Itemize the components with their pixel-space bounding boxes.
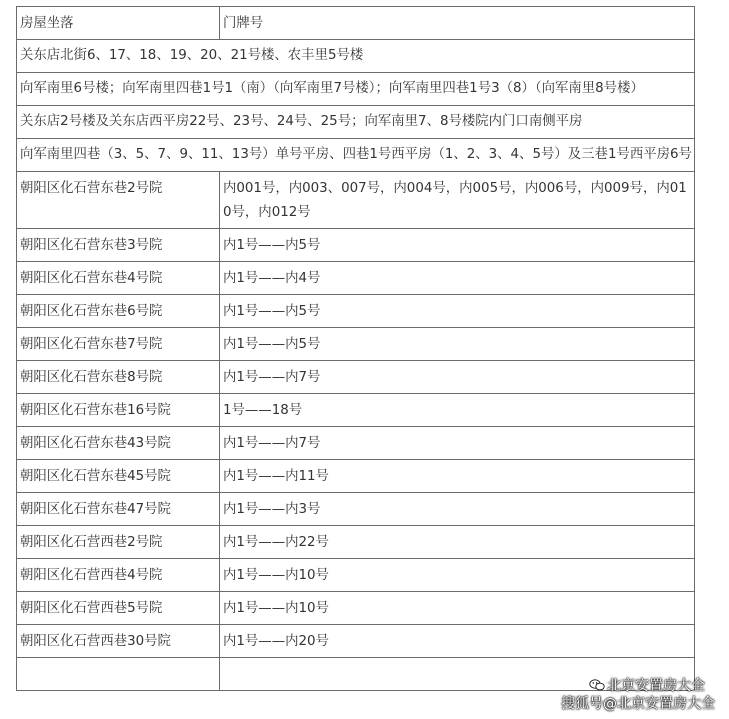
table-row	[17, 526, 695, 559]
merged-location-cell: 关东店北街6、17、18、19、20、21号楼、农丰里5号楼	[17, 40, 695, 73]
table-row	[17, 229, 695, 262]
table-row	[17, 106, 695, 139]
housing-table-container	[16, 6, 694, 691]
table-row	[17, 361, 695, 394]
number-cell: 内1号——内7号	[220, 427, 695, 460]
watermark-line1	[561, 677, 705, 695]
number-cell: 内1号——内5号	[220, 295, 695, 328]
number-cell: 内1号——内5号	[220, 328, 695, 361]
table-row	[17, 427, 695, 460]
table-row	[17, 559, 695, 592]
location-cell: 朝阳区化石营西巷30号院	[17, 625, 220, 658]
number-cell: 内1号——内4号	[220, 262, 695, 295]
table-row	[17, 139, 695, 172]
watermark	[561, 677, 715, 713]
number-cell: 内1号——内22号	[220, 526, 695, 559]
number-cell: 内001号，内003、007号，内004号，内005号，内006号，内009号，内010号，内012号	[220, 172, 695, 229]
table-row	[17, 295, 695, 328]
location-cell: 朝阳区化石营东巷6号院	[17, 295, 220, 328]
location-cell: 朝阳区化石营东巷4号院	[17, 262, 220, 295]
table-row	[17, 262, 695, 295]
number-cell: 内1号——内20号	[220, 625, 695, 658]
table-row	[17, 460, 695, 493]
merged-location-cell: 向军南里6号楼；向军南里四巷1号1（南）（向军南里7号楼）；向军南里四巷1号3（8）（向军南里8号楼）	[17, 73, 695, 106]
location-cell: 朝阳区化石营东巷2号院	[17, 172, 220, 229]
table-row	[17, 328, 695, 361]
location-cell: 朝阳区化石营东巷7号院	[17, 328, 220, 361]
wechat-icon	[589, 679, 605, 691]
watermark-line1-text: 北京安置房大全	[607, 678, 705, 694]
location-cell: 朝阳区化石营西巷4号院	[17, 559, 220, 592]
location-cell: 朝阳区化石营西巷2号院	[17, 526, 220, 559]
location-cell: 朝阳区化石营东巷8号院	[17, 361, 220, 394]
number-cell: 内1号——内7号	[220, 361, 695, 394]
number-cell: 内1号——内10号	[220, 559, 695, 592]
table-row	[17, 493, 695, 526]
table-row	[17, 73, 695, 106]
number-cell: 内1号——内5号	[220, 229, 695, 262]
merged-location-cell: 向军南里四巷（3、5、7、9、11、13号）单号平房、四巷1号西平房（1、2、3、4、5号）及三巷1号西平房6号	[17, 139, 695, 172]
housing-address-table	[16, 6, 695, 691]
number-cell: 内1号——内10号	[220, 592, 695, 625]
table-header-row	[17, 7, 695, 40]
number-cell: 内1号——内3号	[220, 493, 695, 526]
header-number: 门牌号	[220, 7, 695, 40]
location-cell: 朝阳区化石营东巷47号院	[17, 493, 220, 526]
number-cell: 内1号——内11号	[220, 460, 695, 493]
location-cell: 朝阳区化石营东巷43号院	[17, 427, 220, 460]
location-cell: 朝阳区化石营东巷16号院	[17, 394, 220, 427]
header-location: 房屋坐落	[17, 7, 220, 40]
table-row	[17, 625, 695, 658]
location-cell: 朝阳区化石营东巷3号院	[17, 229, 220, 262]
number-cell: 1号——18号	[220, 394, 695, 427]
table-row	[17, 40, 695, 73]
table-row	[17, 394, 695, 427]
watermark-line2: 搜狐号@北京安置房大全	[561, 696, 715, 712]
table-row	[17, 592, 695, 625]
table-row	[17, 172, 695, 229]
location-cell: 朝阳区化石营西巷5号院	[17, 592, 220, 625]
merged-location-cell: 关东店2号楼及关东店西平房22号、23号、24号、25号；向军南里7、8号楼院内门口南侧平房	[17, 106, 695, 139]
location-cell	[17, 658, 220, 691]
location-cell: 朝阳区化石营东巷45号院	[17, 460, 220, 493]
